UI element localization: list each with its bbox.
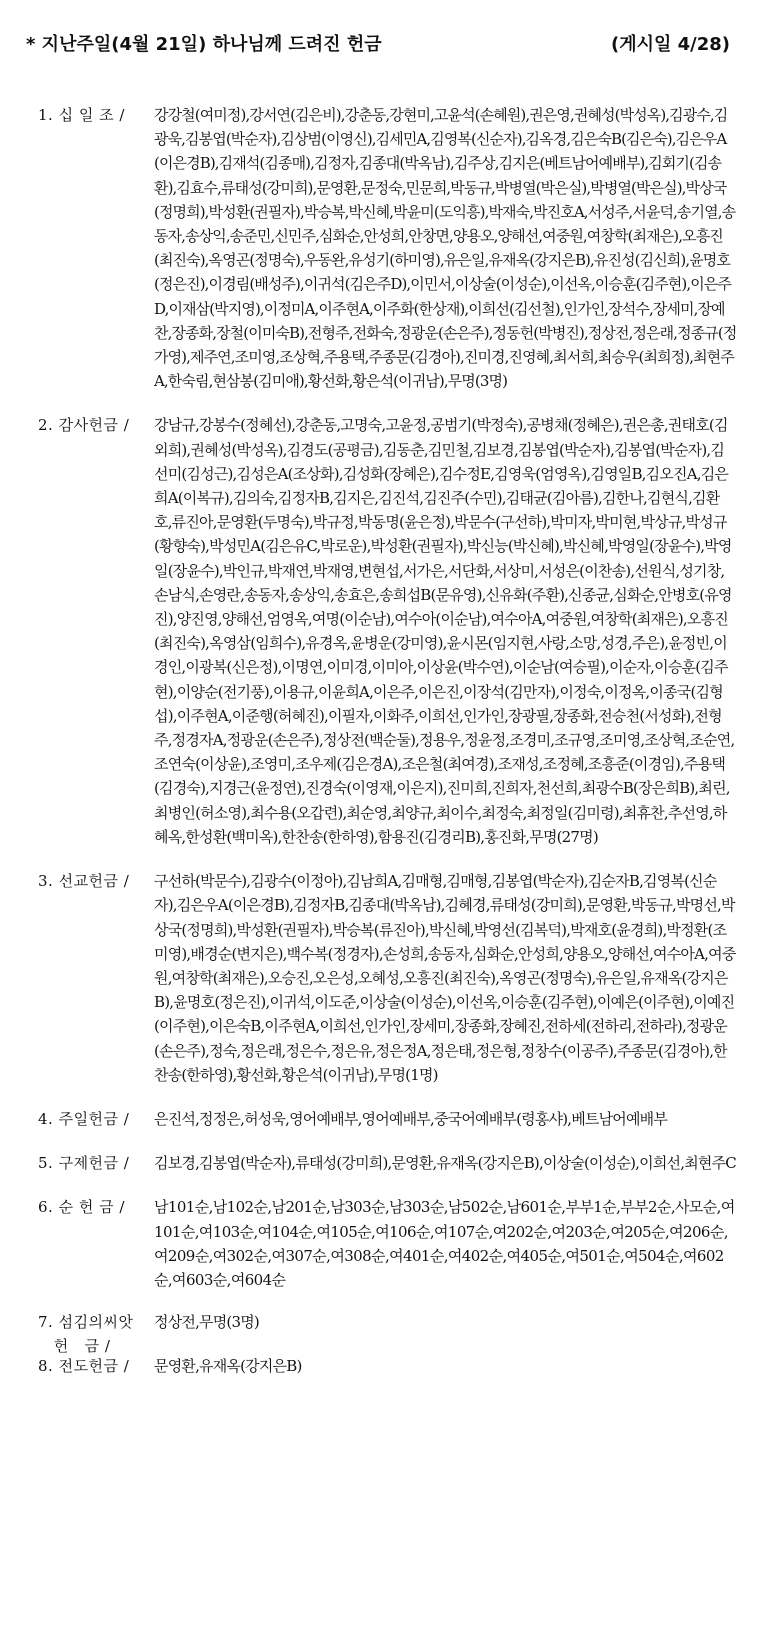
section-service-seed bbox=[0, 1310, 760, 1356]
section-relief bbox=[0, 1151, 760, 1175]
section-thanksgiving bbox=[0, 413, 760, 849]
offering-list bbox=[0, 103, 760, 1399]
page-header bbox=[26, 30, 730, 60]
section-tithe bbox=[0, 103, 760, 393]
section-label: 6. 순 헌 금 / bbox=[38, 1198, 125, 1217]
section-names: 문영환,유재옥(강지은B) bbox=[154, 1357, 302, 1376]
section-evangelism bbox=[0, 1354, 760, 1378]
page-title: * 지난주일(4월 21일) 하나님께 드려진 헌금 bbox=[26, 34, 382, 55]
section-names: 구선하(박문수),김광수(이정아),김남희A,김매형,김매형,김봉엽(박순자),김순자B,김영복(신순자),김은우A(이은경B),김정자B,김종대(박옥남),김혜경,류태성(강미희),문영환,박동규,박명선,박상국(정명희),박성환(권필자),박승복(류진아),박신혜,박영선(김복덕),박재호(윤경희),박정환(조미영),배경순(변지은),백수복(정경자),손성희,송동자,심화순,안성희,양용오,양해선,여수아A,여중원,여창학(최재은),오승진,오은성,오혜성,오흥진(최진숙),옥영곤(정명숙),유은일,유재옥(강지은B),윤명호(정은진),이귀석,이도준,이상술(이성순),이선옥,이승훈(김주현),이예은(이주현),이예진(이주현),이은숙B,이주현A,이희선,인가인,장세미,장종화,장혜진,전하세(전하리,전하라),정광운(손은주),정숙,정은래,정은수,정은유,정은정A,정은태,정은형,정창수(이공주),주종문(김경아),한찬송(한하영),황선화,황은석(이귀남),무명(1명) bbox=[154, 872, 736, 1084]
section-mission bbox=[0, 869, 760, 1087]
section-names: 남101순,남102순,남201순,남303순,남303순,남502순,남601순,부부1순,부부2순,사모순,여101순,여103순,여104순,여105순,여106순,여107순,여202순,여203순,여205순,여206순,여209순,여302순,여307순,여308순,여401순,여402순,여405순,여501순,여504순,여602순,여603순,여604순 bbox=[154, 1198, 735, 1289]
section-sunday bbox=[0, 1107, 760, 1131]
section-names: 정상전,무명(3명) bbox=[154, 1313, 259, 1332]
section-label: 2. 감사헌금 / bbox=[38, 416, 130, 435]
section-label: 7. 섬김의씨앗 헌 금 / bbox=[38, 1313, 134, 1356]
section-cell-group bbox=[0, 1195, 760, 1292]
section-label: 5. 구제헌금 / bbox=[38, 1154, 130, 1173]
section-label: 4. 주일헌금 / bbox=[38, 1109, 130, 1128]
section-label: 1. 십 일 조 / bbox=[38, 106, 125, 124]
section-names: 강강철(여미정),강서연(김은비),강춘동,강현미,고윤석(손혜원),권은영,권혜성(박성옥),김광수,김광욱,김봉엽(박순자),김상범(이영신),김세민A,김영복(신순자),김옥경,김은숙B(김은숙),김은우A(이은경B),김재석(김종매),김정자,김종대(박옥남),김주상,김지은(베트남어예배부),김회기(김송환),김효수,류태성(강미희),문영환,문정숙,민문희,박동규,박병열(박은실),박병열(박은실),박상국(정명희),박성환(권필자),박승복,박신혜,박윤미(도익흥),박재숙,박진호A,서성주,서윤덕,송기열,송동자,송상익,송준민,신민주,심화순,안성희,안창면,양용오,양해선,여중원,여창학(최재은),오흥진(최진숙),옥영곤(정명숙),우동완,유성기(하미영),유은일,유재옥(강지은B),유진성(김신희),윤명호(정은진),이경림(배성주),이귀석(김은주D),이민서,이상술(이성순),이선옥,이승훈(김주현),이은주D,이재삼(박지영),이정미A,이주현A,이주화(한상재),이희선(김선철),인가인,장석수,장세미,장예찬,장종화,장철(이미숙B),전형주,전화숙,정광운(손은주),정동헌(박병진),정상전,정은래,정종규(정가영),제주연,조미영,조상혁,주용택,주종문(김경아),진미경,진영혜,최서희,최승우(최희정),최현주A,한숙림,현삼봉(김미애),황선화,황은석(이귀남),무명(3명) bbox=[154, 106, 737, 391]
section-names: 김보경,김봉엽(박순자),류태성(강미희),문영환,유재옥(강지은B),이상술(이성순),이희선,최현주C bbox=[154, 1154, 736, 1173]
posted-date: (게시일 4/28) bbox=[610, 34, 730, 55]
section-names: 은진석,정정은,허성욱,영어예배부,영어예배부,중국어예배부(령홍샤),베트남어예배부 bbox=[154, 1109, 668, 1128]
section-label: 8. 전도헌금 / bbox=[38, 1357, 130, 1376]
section-names: 강남규,강봉수(정혜선),강춘동,고명숙,고윤정,공범기(박정숙),공병채(정혜은),권은총,권태호(김외희),권혜성(박성옥),김경도(공평금),김동춘,김민철,김보경,김봉엽(박순자),김봉엽(박순자),김선미(김성근),김성은A(조상화),김성화(장혜은),김수정E,김영욱(엄영옥),김영일B,김오진A,김은희A(이복규),김의숙,김정자B,김지은,김진석,김진주(수민),김태균(김아름),김한나,김현식,김환호,류진아,문영환(두명숙),박규정,박동명(윤은정),박문수(구선하),박미자,박미현,박상규,박성규(황향숙),박성민A(김은유C,박로운),박성환(권필자),박신능(박신혜),박신혜,박영일(장윤수),박영일(장윤수),박인규,박재연,박재영,변현섭,서가은,서단화,서상미,서성은(이찬송),선원식,성기창,손남식,손영란,송동자,송상익,송효은,송희섭B(문유영),신유화(주환),신종균,심화순,안병호(유영진),양진영,양해선,엄영옥,여명(이순남),여수아(이순남),여수아A,여중원,여창학(최재은),오흥진(최진숙),옥영삼(임희수),유경옥,윤병운(강미영),윤시몬(임지현,사랑,소망,성경,주은),윤정빈,이경인,이광복(신은정),이명연,이미경,이미아,이상윤(박수연),이순남(여승필),이순자,이승훈(김주현),이양순(전기풍),이용규,이윤희A,이은주,이은진,이장석(김만자),이정숙,이정옥,이종국(김형섭),이주현A,이준행(허혜진),이필자,이화주,이희선,인가인,장광필,장종화,전승천(서성화),전형주,정경자A,정광운(손은주),정상전(백순둘),정용우,정윤정,조경미,조규영,조미영,조상혁,조순연,조연숙(이상윤),조영미,조우제(김은경A),조은철(최여경),조재성,조정혜,조흥준(이경임),주용택(김경숙),지경근(윤정연),진경숙(이영재,이은지),진미희,진희자,천선희,최광수B(장은희B),최린,최병인(허소영),최수용(오갑련),최순영,최양규,최이수,최정숙,최정일(김미령),최휴찬,추선영,하혜옥,한성환(백미옥),한찬송(한하영),함용진(김경리B),홍진화,무명(27명) bbox=[154, 416, 735, 846]
section-label: 3. 선교헌금 / bbox=[38, 872, 130, 891]
